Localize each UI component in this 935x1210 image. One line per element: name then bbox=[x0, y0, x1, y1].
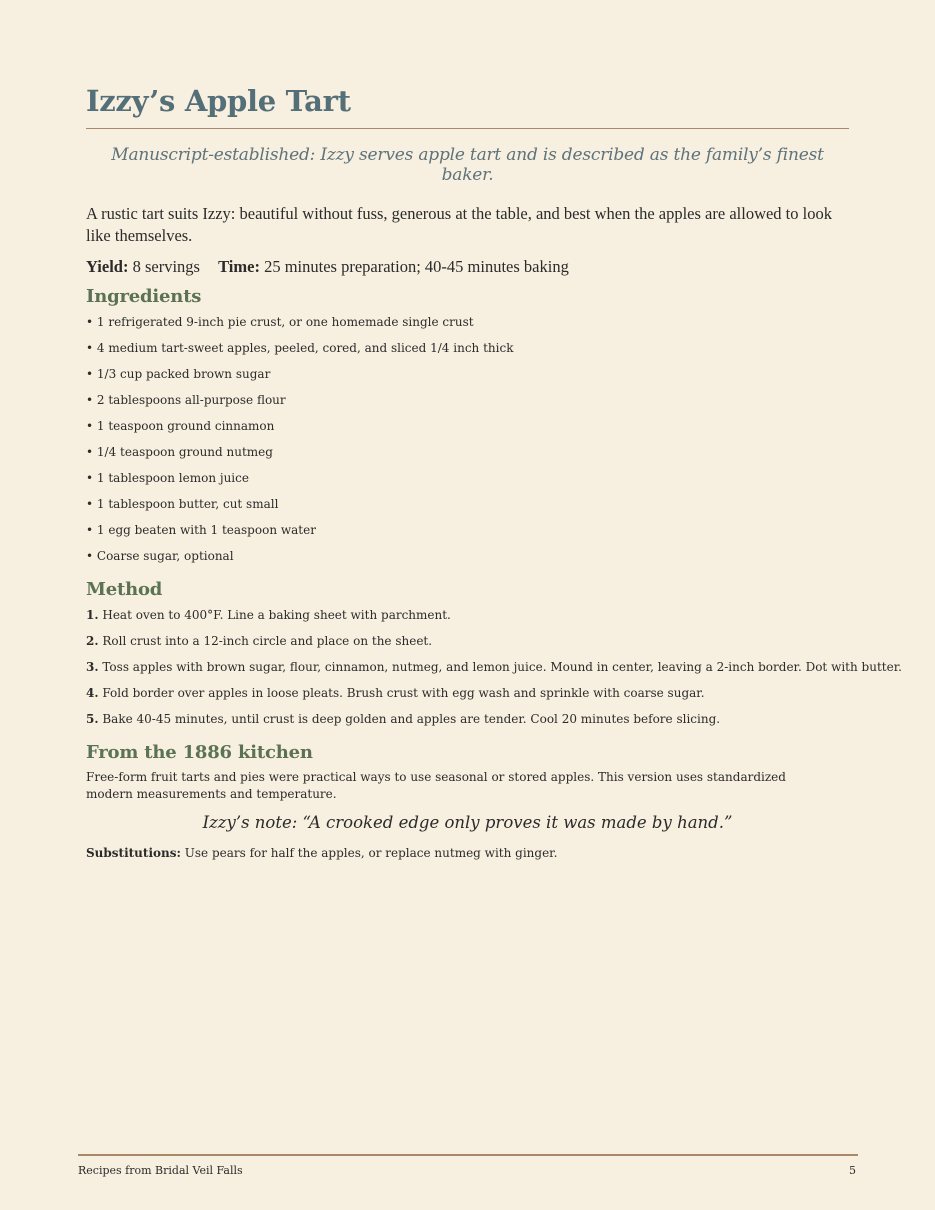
ingredient-item: • 4 medium tart-sweet apples, peeled, cored, and sliced 1/4 inch thick bbox=[86, 341, 514, 355]
method-heading: Method bbox=[86, 579, 163, 600]
history-text: Free-form fruit tarts and pies were practical ways to use seasonal or stored apples. This version uses standardized modern measurements and temperature. bbox=[86, 770, 786, 801]
method-step bbox=[86, 632, 849, 658]
ingredients-list bbox=[86, 313, 849, 573]
time-label: Time: bbox=[218, 257, 260, 276]
footer-book-title: Recipes from Bridal Veil Falls bbox=[78, 1164, 243, 1177]
substitutions-text: Use pears for half the apples, or replace nutmeg with ginger. bbox=[184, 846, 558, 860]
ingredient-item: • 1/4 teaspoon ground nutmeg bbox=[86, 445, 273, 459]
manuscript-note: Manuscript-established: Izzy serves apple tart and is described as the family’s finest baker. bbox=[111, 145, 824, 185]
time-value: 25 minutes preparation; 40-45 minutes baking bbox=[264, 257, 569, 276]
ingredient-item: • 1 tablespoon lemon juice bbox=[86, 471, 249, 485]
ingredient-item: • 2 tablespoons all-purpose flour bbox=[86, 393, 286, 407]
page-footer bbox=[78, 1154, 858, 1177]
step-number: 1. bbox=[86, 608, 99, 622]
method-step bbox=[86, 606, 849, 632]
step-text: Fold border over apples in loose pleats. Brush crust with egg wash and sprinkle with coarse sugar. bbox=[102, 686, 705, 700]
ingredient-item: • 1 tablespoon butter, cut small bbox=[86, 497, 279, 511]
ingredient-item: • Coarse sugar, optional bbox=[86, 549, 234, 563]
ingredient-item: • 1 egg beaten with 1 teaspoon water bbox=[86, 523, 316, 537]
method-step bbox=[86, 710, 849, 736]
ingredient-item: • 1 teaspoon ground cinnamon bbox=[86, 419, 275, 433]
yield-value: 8 servings bbox=[132, 257, 200, 276]
recipe-intro: A rustic tart suits Izzy: beautiful without fuss, generous at the table, and best when the apples are allowed to look like themselves. bbox=[86, 204, 832, 245]
method-step bbox=[86, 684, 849, 710]
step-text: Heat oven to 400°F. Line a baking sheet with parchment. bbox=[102, 608, 451, 622]
step-text: Toss apples with brown sugar, flour, cinnamon, nutmeg, and lemon juice. Mound in center, leaving a 2-inch border. Dot with butter. bbox=[102, 660, 902, 674]
recipe-meta bbox=[86, 257, 849, 277]
substitutions-label: Substitutions: bbox=[86, 846, 181, 860]
step-number: 2. bbox=[86, 634, 99, 648]
step-number: 5. bbox=[86, 712, 99, 726]
ingredient-item: • 1/3 cup packed brown sugar bbox=[86, 367, 271, 381]
yield-label: Yield: bbox=[86, 257, 129, 276]
method-steps bbox=[86, 606, 902, 736]
step-text: Roll crust into a 12-inch circle and place on the sheet. bbox=[102, 634, 433, 648]
ingredients-heading: Ingredients bbox=[86, 286, 202, 307]
step-number: 3. bbox=[86, 660, 99, 674]
method-step bbox=[86, 658, 902, 684]
history-heading: From the 1886 kitchen bbox=[86, 742, 313, 763]
page-number: 5 bbox=[849, 1164, 856, 1177]
step-text: Bake 40-45 minutes, until crust is deep golden and apples are tender. Cool 20 minutes before slicing. bbox=[102, 712, 721, 726]
substitutions bbox=[86, 846, 849, 860]
recipe-page bbox=[86, 84, 902, 860]
ingredient-item: • 1 refrigerated 9-inch pie crust, or one homemade single crust bbox=[86, 315, 474, 329]
recipe-title: Izzy’s Apple Tart bbox=[86, 84, 849, 129]
step-number: 4. bbox=[86, 686, 99, 700]
izzy-quote: Izzy’s note: “A crooked edge only proves it was made by hand.” bbox=[202, 813, 733, 832]
